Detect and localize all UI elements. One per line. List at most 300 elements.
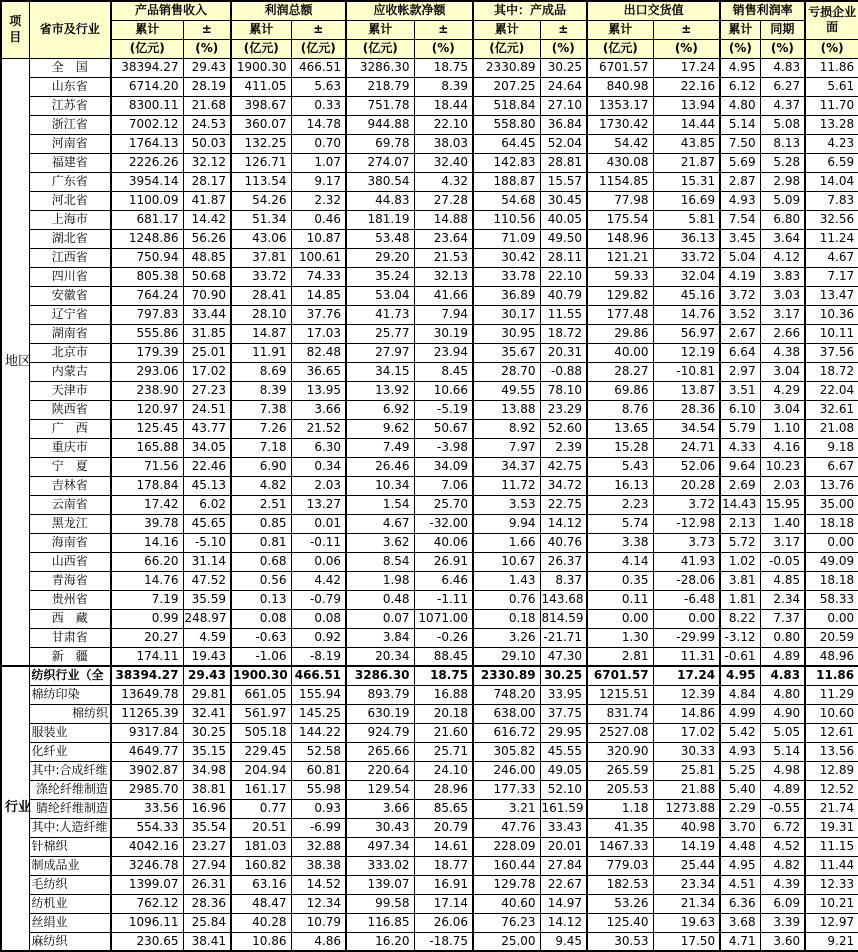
cell-export-pct[interactable]: 21.87 bbox=[653, 153, 720, 172]
cell-receivables-pct[interactable]: 14.88 bbox=[414, 210, 473, 229]
cell-loss-ratio[interactable]: 10.11 bbox=[805, 324, 858, 343]
cell-export-cum[interactable]: 53.26 bbox=[587, 894, 653, 913]
cell-sales-revenue-pct[interactable]: 21.68 bbox=[183, 96, 231, 115]
cell-margin-prev[interactable]: 1.10 bbox=[760, 419, 805, 438]
cell-finished-goods-cum[interactable]: 638.00 bbox=[473, 704, 540, 723]
cell-finished-goods-pct[interactable]: 24.64 bbox=[540, 77, 587, 96]
cell-finished-goods-cum[interactable]: 142.83 bbox=[473, 153, 540, 172]
cell-margin-prev[interactable]: 4.83 bbox=[760, 58, 805, 77]
cell-profit-cum[interactable]: 0.08 bbox=[231, 609, 291, 628]
cell-profit-chg[interactable]: 12.34 bbox=[291, 894, 346, 913]
cell-margin-cum[interactable]: 6.10 bbox=[720, 400, 760, 419]
cell-sales-revenue-pct[interactable]: 35.54 bbox=[183, 818, 231, 837]
cell-profit-chg[interactable]: 37.76 bbox=[291, 305, 346, 324]
cell-loss-ratio[interactable]: 11.44 bbox=[805, 856, 858, 875]
cell-loss-ratio[interactable]: 18.72 bbox=[805, 362, 858, 381]
cell-margin-prev[interactable]: 4.83 bbox=[760, 666, 805, 685]
cell-receivables-pct[interactable]: 23.64 bbox=[414, 229, 473, 248]
cell-margin-cum[interactable]: 6.64 bbox=[720, 343, 760, 362]
cell-sales-revenue-pct[interactable]: 48.85 bbox=[183, 248, 231, 267]
cell-receivables-cum[interactable]: 99.58 bbox=[346, 894, 414, 913]
cell-loss-ratio[interactable]: 32.61 bbox=[805, 400, 858, 419]
cell-receivables-cum[interactable]: 3.62 bbox=[346, 533, 414, 552]
cell-sales-revenue-pct[interactable]: 28.36 bbox=[183, 894, 231, 913]
cell-margin-prev[interactable]: 4.52 bbox=[760, 837, 805, 856]
cell-margin-prev[interactable]: 15.95 bbox=[760, 495, 805, 514]
cell-margin-cum[interactable]: 3.70 bbox=[720, 818, 760, 837]
cell-finished-goods-cum[interactable]: 246.00 bbox=[473, 761, 540, 780]
cell-receivables-cum[interactable]: 7.49 bbox=[346, 438, 414, 457]
cell-export-cum[interactable]: 30.53 bbox=[587, 932, 653, 951]
cell-sales-revenue-pct[interactable]: 22.46 bbox=[183, 457, 231, 476]
cell-receivables-cum[interactable]: 44.83 bbox=[346, 191, 414, 210]
cell-export-cum[interactable]: 175.54 bbox=[587, 210, 653, 229]
row-label[interactable]: 吉林省 bbox=[29, 476, 111, 495]
cell-margin-cum[interactable]: 5.40 bbox=[720, 780, 760, 799]
cell-sales-revenue-cum[interactable]: 1100.09 bbox=[111, 191, 183, 210]
cell-export-pct[interactable]: 21.34 bbox=[653, 894, 720, 913]
row-label[interactable]: 青海省 bbox=[29, 571, 111, 590]
cell-sales-revenue-pct[interactable]: 45.13 bbox=[183, 476, 231, 495]
row-label[interactable]: 福建省 bbox=[29, 153, 111, 172]
cell-export-cum[interactable]: 125.40 bbox=[587, 913, 653, 932]
cell-margin-prev[interactable]: 2.98 bbox=[760, 172, 805, 191]
cell-sales-revenue-pct[interactable]: 31.14 bbox=[183, 552, 231, 571]
cell-sales-revenue-pct[interactable]: 35.15 bbox=[183, 742, 231, 761]
cell-export-cum[interactable]: 0.00 bbox=[587, 609, 653, 628]
cell-loss-ratio[interactable]: 20.59 bbox=[805, 628, 858, 647]
cell-profit-chg[interactable]: 1.07 bbox=[291, 153, 346, 172]
cell-finished-goods-cum[interactable]: 518.84 bbox=[473, 96, 540, 115]
cell-receivables-cum[interactable]: 1.98 bbox=[346, 571, 414, 590]
cell-export-pct[interactable]: 56.97 bbox=[653, 324, 720, 343]
cell-profit-chg[interactable]: 74.33 bbox=[291, 267, 346, 286]
row-label[interactable]: 海南省 bbox=[29, 533, 111, 552]
cell-profit-cum[interactable]: 113.54 bbox=[231, 172, 291, 191]
cell-loss-ratio[interactable]: 14.04 bbox=[805, 172, 858, 191]
cell-export-cum[interactable]: 2.23 bbox=[587, 495, 653, 514]
cell-finished-goods-cum[interactable]: 3.21 bbox=[473, 799, 540, 818]
cell-margin-prev[interactable]: 3.04 bbox=[760, 362, 805, 381]
row-label[interactable]: 其中:人造纤维 bbox=[29, 818, 111, 837]
cell-export-cum[interactable]: 16.13 bbox=[587, 476, 653, 495]
cell-receivables-cum[interactable]: 139.07 bbox=[346, 875, 414, 894]
cell-margin-prev[interactable]: 4.38 bbox=[760, 343, 805, 362]
cell-receivables-cum[interactable]: 6.92 bbox=[346, 400, 414, 419]
cell-finished-goods-pct[interactable]: 30.25 bbox=[540, 58, 587, 77]
cell-receivables-cum[interactable]: 944.88 bbox=[346, 115, 414, 134]
cell-finished-goods-cum[interactable]: 3.53 bbox=[473, 495, 540, 514]
cell-margin-prev[interactable]: 4.16 bbox=[760, 438, 805, 457]
cell-export-pct[interactable]: 15.31 bbox=[653, 172, 720, 191]
cell-sales-revenue-pct[interactable]: -5.10 bbox=[183, 533, 231, 552]
row-label[interactable]: 纺机业 bbox=[29, 894, 111, 913]
cell-finished-goods-cum[interactable]: 177.33 bbox=[473, 780, 540, 799]
cell-profit-cum[interactable]: 8.39 bbox=[231, 381, 291, 400]
cell-sales-revenue-cum[interactable]: 178.84 bbox=[111, 476, 183, 495]
cell-profit-chg[interactable]: 0.06 bbox=[291, 552, 346, 571]
cell-finished-goods-cum[interactable]: 305.82 bbox=[473, 742, 540, 761]
cell-margin-prev[interactable]: 6.27 bbox=[760, 77, 805, 96]
cell-profit-chg[interactable]: 0.93 bbox=[291, 799, 346, 818]
cell-profit-cum[interactable]: 126.71 bbox=[231, 153, 291, 172]
cell-margin-prev[interactable]: 4.29 bbox=[760, 381, 805, 400]
row-label[interactable]: 云南省 bbox=[29, 495, 111, 514]
cell-profit-cum[interactable]: 4.82 bbox=[231, 476, 291, 495]
cell-receivables-cum[interactable]: 265.66 bbox=[346, 742, 414, 761]
cell-export-cum[interactable]: 5.74 bbox=[587, 514, 653, 533]
cell-loss-ratio[interactable]: 18.18 bbox=[805, 571, 858, 590]
cell-export-pct[interactable]: 25.81 bbox=[653, 761, 720, 780]
cell-receivables-cum[interactable]: 497.34 bbox=[346, 837, 414, 856]
cell-profit-cum[interactable]: 661.05 bbox=[231, 685, 291, 704]
cell-margin-cum[interactable]: 4.93 bbox=[720, 191, 760, 210]
cell-export-pct[interactable]: 13.87 bbox=[653, 381, 720, 400]
cell-sales-revenue-cum[interactable]: 20.27 bbox=[111, 628, 183, 647]
cell-export-pct[interactable]: 23.34 bbox=[653, 875, 720, 894]
cell-receivables-pct[interactable]: 16.88 bbox=[414, 685, 473, 704]
cell-sales-revenue-pct[interactable]: 26.31 bbox=[183, 875, 231, 894]
cell-sales-revenue-pct[interactable]: 32.12 bbox=[183, 153, 231, 172]
cell-margin-prev[interactable]: 0.80 bbox=[760, 628, 805, 647]
cell-export-cum[interactable]: 1730.42 bbox=[587, 115, 653, 134]
row-label[interactable]: 山西省 bbox=[29, 552, 111, 571]
cell-sales-revenue-cum[interactable]: 174.11 bbox=[111, 647, 183, 666]
cell-finished-goods-pct[interactable]: 814.59 bbox=[540, 609, 587, 628]
cell-margin-prev[interactable]: 4.82 bbox=[760, 856, 805, 875]
cell-loss-ratio[interactable]: 12.33 bbox=[805, 875, 858, 894]
cell-receivables-pct[interactable]: 34.09 bbox=[414, 457, 473, 476]
row-label[interactable]: 其中:合成纤维 bbox=[29, 761, 111, 780]
cell-receivables-pct[interactable]: 6.46 bbox=[414, 571, 473, 590]
cell-sales-revenue-pct[interactable]: 41.87 bbox=[183, 191, 231, 210]
cell-export-cum[interactable]: 831.74 bbox=[587, 704, 653, 723]
row-label[interactable]: 辽宁省 bbox=[29, 305, 111, 324]
cell-finished-goods-pct[interactable]: 49.05 bbox=[540, 761, 587, 780]
cell-receivables-pct[interactable]: 18.75 bbox=[414, 666, 473, 685]
cell-export-cum[interactable]: 121.21 bbox=[587, 248, 653, 267]
cell-margin-prev[interactable]: 4.89 bbox=[760, 647, 805, 666]
cell-loss-ratio[interactable]: 32.56 bbox=[805, 210, 858, 229]
cell-sales-revenue-cum[interactable]: 125.45 bbox=[111, 419, 183, 438]
cell-margin-cum[interactable]: 14.43 bbox=[720, 495, 760, 514]
cell-margin-prev[interactable]: 4.37 bbox=[760, 96, 805, 115]
cell-margin-cum[interactable]: 4.93 bbox=[720, 742, 760, 761]
cell-margin-cum[interactable]: 4.33 bbox=[720, 438, 760, 457]
cell-profit-cum[interactable]: 0.56 bbox=[231, 571, 291, 590]
cell-receivables-cum[interactable]: 0.07 bbox=[346, 609, 414, 628]
cell-receivables-pct[interactable]: 8.45 bbox=[414, 362, 473, 381]
cell-export-pct[interactable]: 1273.88 bbox=[653, 799, 720, 818]
cell-export-cum[interactable]: 1215.51 bbox=[587, 685, 653, 704]
cell-sales-revenue-cum[interactable]: 120.97 bbox=[111, 400, 183, 419]
cell-finished-goods-pct[interactable]: 33.95 bbox=[540, 685, 587, 704]
cell-margin-prev[interactable]: -0.05 bbox=[760, 552, 805, 571]
cell-receivables-pct[interactable]: 7.06 bbox=[414, 476, 473, 495]
cell-loss-ratio[interactable]: 0.00 bbox=[805, 533, 858, 552]
cell-profit-chg[interactable]: 14.78 bbox=[291, 115, 346, 134]
cell-profit-chg[interactable]: 14.85 bbox=[291, 286, 346, 305]
cell-receivables-cum[interactable]: 41.73 bbox=[346, 305, 414, 324]
row-label[interactable]: 广东省 bbox=[29, 172, 111, 191]
row-label[interactable]: 宁 夏 bbox=[29, 457, 111, 476]
cell-sales-revenue-pct[interactable]: 47.52 bbox=[183, 571, 231, 590]
cell-profit-cum[interactable]: 14.87 bbox=[231, 324, 291, 343]
cell-sales-revenue-cum[interactable]: 17.42 bbox=[111, 495, 183, 514]
cell-loss-ratio[interactable]: 10.60 bbox=[805, 704, 858, 723]
cell-finished-goods-cum[interactable]: 64.45 bbox=[473, 134, 540, 153]
cell-export-cum[interactable]: 59.33 bbox=[587, 267, 653, 286]
cell-margin-prev[interactable]: 4.90 bbox=[760, 704, 805, 723]
cell-sales-revenue-cum[interactable]: 3902.87 bbox=[111, 761, 183, 780]
cell-receivables-pct[interactable]: -1.11 bbox=[414, 590, 473, 609]
cell-export-pct[interactable]: 14.19 bbox=[653, 837, 720, 856]
cell-profit-chg[interactable]: 38.38 bbox=[291, 856, 346, 875]
cell-export-cum[interactable]: 177.48 bbox=[587, 305, 653, 324]
cell-profit-cum[interactable]: 411.05 bbox=[231, 77, 291, 96]
cell-sales-revenue-cum[interactable]: 293.06 bbox=[111, 362, 183, 381]
cell-margin-cum[interactable]: 8.22 bbox=[720, 609, 760, 628]
cell-loss-ratio[interactable]: 7.83 bbox=[805, 191, 858, 210]
cell-sales-revenue-pct[interactable]: 29.43 bbox=[183, 666, 231, 685]
cell-receivables-cum[interactable]: 29.20 bbox=[346, 248, 414, 267]
cell-finished-goods-pct[interactable]: 28.81 bbox=[540, 153, 587, 172]
cell-margin-cum[interactable]: -0.61 bbox=[720, 647, 760, 666]
cell-profit-chg[interactable]: 2.32 bbox=[291, 191, 346, 210]
cell-margin-prev[interactable]: 3.03 bbox=[760, 286, 805, 305]
cell-loss-ratio[interactable]: 18.18 bbox=[805, 514, 858, 533]
cell-sales-revenue-cum[interactable]: 3954.14 bbox=[111, 172, 183, 191]
row-label[interactable]: 黑龙江 bbox=[29, 514, 111, 533]
cell-export-pct[interactable]: 28.36 bbox=[653, 400, 720, 419]
cell-loss-ratio[interactable]: 11.29 bbox=[805, 685, 858, 704]
cell-receivables-pct[interactable]: -5.19 bbox=[414, 400, 473, 419]
cell-loss-ratio[interactable]: 0.00 bbox=[805, 609, 858, 628]
cell-margin-prev[interactable]: 6.80 bbox=[760, 210, 805, 229]
cell-margin-prev[interactable]: 4.89 bbox=[760, 780, 805, 799]
cell-finished-goods-pct[interactable]: 45.55 bbox=[540, 742, 587, 761]
cell-profit-chg[interactable]: 36.65 bbox=[291, 362, 346, 381]
cell-profit-chg[interactable]: 145.25 bbox=[291, 704, 346, 723]
cell-sales-revenue-pct[interactable]: 16.96 bbox=[183, 799, 231, 818]
cell-margin-prev[interactable]: 2.03 bbox=[760, 476, 805, 495]
row-label[interactable]: 陕西省 bbox=[29, 400, 111, 419]
cell-margin-cum[interactable]: 2.67 bbox=[720, 324, 760, 343]
cell-margin-cum[interactable]: 5.69 bbox=[720, 153, 760, 172]
row-label[interactable]: 甘肃省 bbox=[29, 628, 111, 647]
cell-finished-goods-cum[interactable]: 29.10 bbox=[473, 647, 540, 666]
cell-finished-goods-pct[interactable]: 40.05 bbox=[540, 210, 587, 229]
cell-finished-goods-cum[interactable]: 30.42 bbox=[473, 248, 540, 267]
cell-margin-cum[interactable]: 7.50 bbox=[720, 134, 760, 153]
cell-receivables-cum[interactable]: 13.92 bbox=[346, 381, 414, 400]
cell-sales-revenue-pct[interactable]: 34.98 bbox=[183, 761, 231, 780]
cell-finished-goods-cum[interactable]: 49.55 bbox=[473, 381, 540, 400]
row-label[interactable]: 安徽省 bbox=[29, 286, 111, 305]
cell-loss-ratio[interactable]: 13.28 bbox=[805, 115, 858, 134]
cell-profit-chg[interactable]: 13.95 bbox=[291, 381, 346, 400]
cell-receivables-cum[interactable]: 3286.30 bbox=[346, 666, 414, 685]
cell-sales-revenue-cum[interactable]: 764.24 bbox=[111, 286, 183, 305]
cell-sales-revenue-pct[interactable]: 35.59 bbox=[183, 590, 231, 609]
cell-profit-cum[interactable]: 0.85 bbox=[231, 514, 291, 533]
cell-sales-revenue-pct[interactable]: 28.19 bbox=[183, 77, 231, 96]
cell-export-cum[interactable]: 1.30 bbox=[587, 628, 653, 647]
cell-receivables-pct[interactable]: 25.71 bbox=[414, 742, 473, 761]
cell-margin-prev[interactable]: 3.04 bbox=[760, 400, 805, 419]
cell-loss-ratio[interactable]: 11.15 bbox=[805, 837, 858, 856]
cell-profit-cum[interactable]: 8.69 bbox=[231, 362, 291, 381]
cell-receivables-pct[interactable]: 10.66 bbox=[414, 381, 473, 400]
cell-receivables-pct[interactable]: 38.03 bbox=[414, 134, 473, 153]
cell-loss-ratio[interactable]: 37.56 bbox=[805, 343, 858, 362]
cell-finished-goods-cum[interactable]: 188.87 bbox=[473, 172, 540, 191]
cell-profit-cum[interactable]: 132.25 bbox=[231, 134, 291, 153]
cell-margin-cum[interactable]: 4.80 bbox=[720, 96, 760, 115]
cell-margin-prev[interactable]: 5.09 bbox=[760, 191, 805, 210]
cell-sales-revenue-cum[interactable]: 4649.77 bbox=[111, 742, 183, 761]
cell-finished-goods-pct[interactable]: 29.95 bbox=[540, 723, 587, 742]
cell-profit-cum[interactable]: 2.51 bbox=[231, 495, 291, 514]
cell-sales-revenue-pct[interactable]: 25.01 bbox=[183, 343, 231, 362]
cell-profit-chg[interactable]: 0.01 bbox=[291, 514, 346, 533]
cell-finished-goods-pct[interactable]: 15.57 bbox=[540, 172, 587, 191]
cell-profit-cum[interactable]: 160.82 bbox=[231, 856, 291, 875]
cell-profit-cum[interactable]: 40.28 bbox=[231, 913, 291, 932]
cell-export-cum[interactable]: 8.76 bbox=[587, 400, 653, 419]
cell-profit-chg[interactable]: 155.94 bbox=[291, 685, 346, 704]
cell-receivables-pct[interactable]: 41.66 bbox=[414, 286, 473, 305]
cell-receivables-cum[interactable]: 16.20 bbox=[346, 932, 414, 951]
cell-finished-goods-cum[interactable]: 30.17 bbox=[473, 305, 540, 324]
cell-margin-prev[interactable]: 5.14 bbox=[760, 742, 805, 761]
cell-finished-goods-cum[interactable]: 10.67 bbox=[473, 552, 540, 571]
cell-profit-chg[interactable]: 14.52 bbox=[291, 875, 346, 894]
cell-margin-cum[interactable]: 5.72 bbox=[720, 533, 760, 552]
cell-receivables-cum[interactable]: 220.64 bbox=[346, 761, 414, 780]
cell-margin-cum[interactable]: 5.79 bbox=[720, 419, 760, 438]
cell-profit-cum[interactable]: 63.16 bbox=[231, 875, 291, 894]
cell-loss-ratio[interactable]: 13.56 bbox=[805, 742, 858, 761]
cell-profit-chg[interactable]: 4.86 bbox=[291, 932, 346, 951]
cell-export-cum[interactable]: 1467.33 bbox=[587, 837, 653, 856]
cell-export-cum[interactable]: 15.28 bbox=[587, 438, 653, 457]
cell-finished-goods-pct[interactable]: 14.12 bbox=[540, 514, 587, 533]
cell-receivables-cum[interactable]: 35.24 bbox=[346, 267, 414, 286]
cell-margin-cum[interactable]: 4.71 bbox=[720, 932, 760, 951]
cell-receivables-cum[interactable]: 181.19 bbox=[346, 210, 414, 229]
cell-receivables-pct[interactable]: 32.13 bbox=[414, 267, 473, 286]
cell-export-pct[interactable]: 40.98 bbox=[653, 818, 720, 837]
row-label[interactable]: 全 国 bbox=[29, 58, 111, 77]
row-label[interactable]: 西 藏 bbox=[29, 609, 111, 628]
cell-sales-revenue-pct[interactable]: 17.02 bbox=[183, 362, 231, 381]
cell-receivables-pct[interactable]: 50.67 bbox=[414, 419, 473, 438]
cell-profit-chg[interactable]: -0.11 bbox=[291, 533, 346, 552]
cell-finished-goods-pct[interactable]: 22.75 bbox=[540, 495, 587, 514]
cell-finished-goods-pct[interactable]: 2.39 bbox=[540, 438, 587, 457]
cell-margin-cum[interactable]: 4.95 bbox=[720, 856, 760, 875]
cell-loss-ratio[interactable]: 9.18 bbox=[805, 438, 858, 457]
row-label[interactable]: 河南省 bbox=[29, 134, 111, 153]
cell-export-cum[interactable]: 779.03 bbox=[587, 856, 653, 875]
cell-sales-revenue-cum[interactable]: 13649.78 bbox=[111, 685, 183, 704]
cell-margin-cum[interactable]: 3.51 bbox=[720, 381, 760, 400]
cell-export-cum[interactable]: 430.08 bbox=[587, 153, 653, 172]
cell-finished-goods-cum[interactable]: 0.76 bbox=[473, 590, 540, 609]
cell-receivables-pct[interactable]: 18.75 bbox=[414, 58, 473, 77]
cell-receivables-pct[interactable]: 1071.00 bbox=[414, 609, 473, 628]
row-label[interactable]: 针棉织 bbox=[29, 837, 111, 856]
cell-receivables-cum[interactable]: 30.43 bbox=[346, 818, 414, 837]
cell-finished-goods-cum[interactable]: 616.72 bbox=[473, 723, 540, 742]
cell-profit-cum[interactable]: 37.81 bbox=[231, 248, 291, 267]
cell-sales-revenue-pct[interactable]: 38.41 bbox=[183, 932, 231, 951]
cell-profit-chg[interactable]: -8.19 bbox=[291, 647, 346, 666]
row-label[interactable]: 天津市 bbox=[29, 381, 111, 400]
row-label[interactable]: 毛纺织 bbox=[29, 875, 111, 894]
cell-export-cum[interactable]: 0.11 bbox=[587, 590, 653, 609]
cell-profit-chg[interactable]: 144.22 bbox=[291, 723, 346, 742]
cell-receivables-cum[interactable]: 751.78 bbox=[346, 96, 414, 115]
cell-finished-goods-cum[interactable]: 34.37 bbox=[473, 457, 540, 476]
cell-finished-goods-pct[interactable]: 9.45 bbox=[540, 932, 587, 951]
cell-finished-goods-pct[interactable]: 14.12 bbox=[540, 913, 587, 932]
cell-finished-goods-pct[interactable]: 8.37 bbox=[540, 571, 587, 590]
cell-profit-chg[interactable]: 60.81 bbox=[291, 761, 346, 780]
cell-sales-revenue-pct[interactable]: 29.81 bbox=[183, 685, 231, 704]
cell-margin-cum[interactable]: 4.99 bbox=[720, 704, 760, 723]
cell-profit-cum[interactable]: 48.47 bbox=[231, 894, 291, 913]
cell-sales-revenue-pct[interactable]: 70.90 bbox=[183, 286, 231, 305]
cell-sales-revenue-cum[interactable]: 38394.27 bbox=[111, 666, 183, 685]
cell-finished-goods-pct[interactable]: 40.76 bbox=[540, 533, 587, 552]
cell-margin-cum[interactable]: 7.54 bbox=[720, 210, 760, 229]
cell-receivables-pct[interactable]: 85.65 bbox=[414, 799, 473, 818]
cell-margin-cum[interactable]: 4.95 bbox=[720, 666, 760, 685]
cell-sales-revenue-cum[interactable]: 71.56 bbox=[111, 457, 183, 476]
cell-profit-cum[interactable]: 51.34 bbox=[231, 210, 291, 229]
cell-profit-cum[interactable]: 0.68 bbox=[231, 552, 291, 571]
cell-sales-revenue-cum[interactable]: 1248.86 bbox=[111, 229, 183, 248]
cell-sales-revenue-cum[interactable]: 11265.39 bbox=[111, 704, 183, 723]
cell-export-pct[interactable]: 32.04 bbox=[653, 267, 720, 286]
cell-export-cum[interactable]: 2.81 bbox=[587, 647, 653, 666]
cell-export-pct[interactable]: 21.88 bbox=[653, 780, 720, 799]
cell-profit-cum[interactable]: 0.77 bbox=[231, 799, 291, 818]
cell-margin-prev[interactable]: 2.66 bbox=[760, 324, 805, 343]
cell-receivables-pct[interactable]: 20.18 bbox=[414, 704, 473, 723]
cell-finished-goods-pct[interactable]: 14.97 bbox=[540, 894, 587, 913]
cell-profit-cum[interactable]: 28.10 bbox=[231, 305, 291, 324]
cell-margin-prev[interactable]: 3.17 bbox=[760, 305, 805, 324]
cell-export-cum[interactable]: 28.27 bbox=[587, 362, 653, 381]
cell-sales-revenue-pct[interactable]: 43.77 bbox=[183, 419, 231, 438]
cell-margin-prev[interactable]: 4.12 bbox=[760, 248, 805, 267]
cell-receivables-pct[interactable]: 20.79 bbox=[414, 818, 473, 837]
cell-margin-prev[interactable]: 5.05 bbox=[760, 723, 805, 742]
cell-profit-cum[interactable]: 7.38 bbox=[231, 400, 291, 419]
cell-export-pct[interactable]: 22.16 bbox=[653, 77, 720, 96]
cell-profit-cum[interactable]: 33.72 bbox=[231, 267, 291, 286]
cell-finished-goods-cum[interactable]: 558.80 bbox=[473, 115, 540, 134]
cell-loss-ratio[interactable]: 7.17 bbox=[805, 267, 858, 286]
row-label[interactable]: 山东省 bbox=[29, 77, 111, 96]
row-label[interactable]: 涤纶纤维制造 bbox=[29, 780, 111, 799]
cell-profit-cum[interactable]: 360.07 bbox=[231, 115, 291, 134]
cell-profit-chg[interactable]: -0.79 bbox=[291, 590, 346, 609]
cell-sales-revenue-pct[interactable]: 27.23 bbox=[183, 381, 231, 400]
